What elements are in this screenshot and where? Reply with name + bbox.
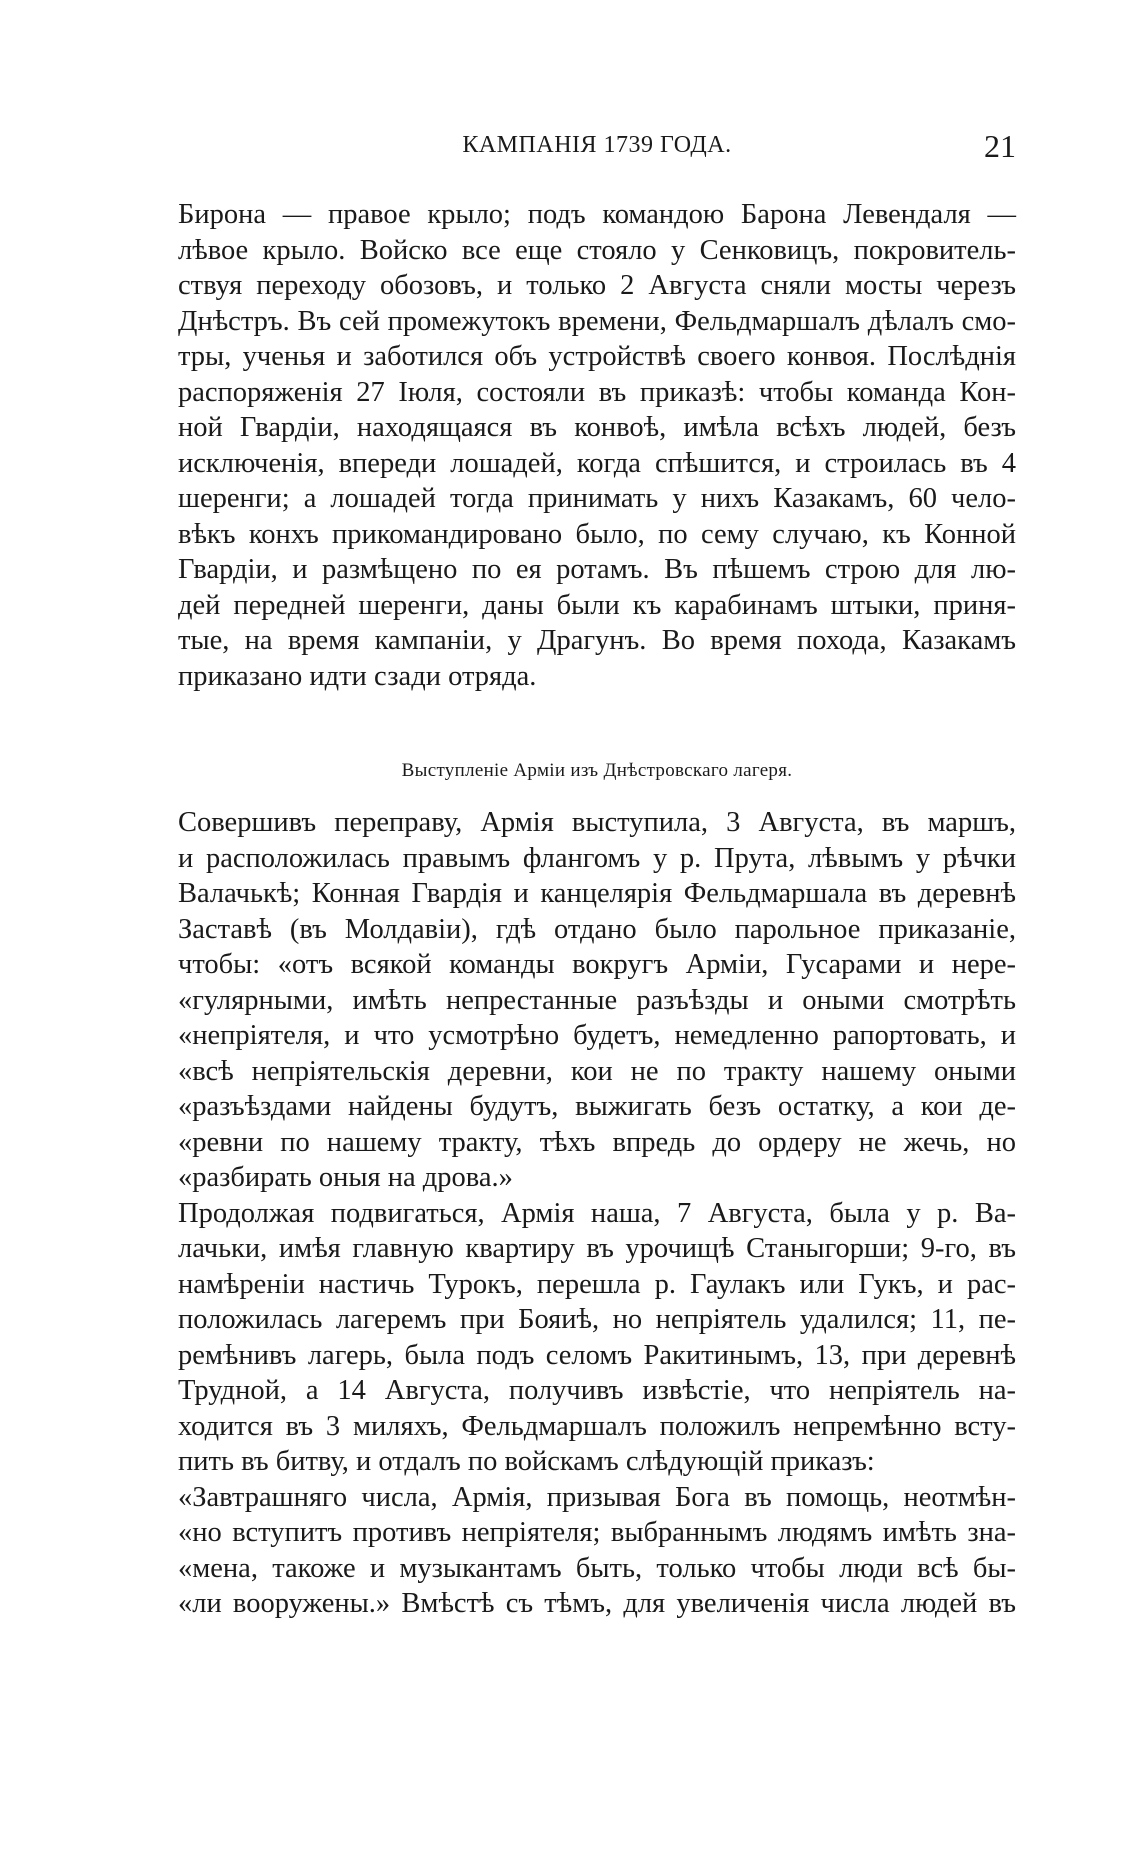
text-line: «ли вооружены.» Вмѣстѣ съ тѣмъ, для увеличенія числа людей въ — [178, 1588, 1016, 1619]
text-line: намѣреніи настичь Турокъ, перешла р. Гаулакъ или Гукъ, и рас- — [178, 1268, 1016, 1300]
text-line: ходится въ 3 миляхъ, Фельдмаршалъ положилъ непремѣнно всту- — [178, 1410, 1016, 1442]
paragraph-2 — [178, 805, 1016, 1622]
text-line: Валачькѣ; Конная Гвардія и канцелярія Фельдмаршала въ деревнѣ — [178, 878, 1016, 909]
text-line: «разъѣздами найдены будутъ, выжигать безъ остатку, а кои де- — [178, 1091, 1016, 1122]
text-line: «Завтрашняго числа, Армія, призывая Бога въ помощь, неотмѣн- — [178, 1481, 1016, 1513]
text-line: Гвардіи, и размѣщено по ея ротамъ. Въ пѣшемъ строю для лю- — [178, 554, 1016, 585]
running-title: КАМПАНІЯ 1739 ГОДА. — [462, 132, 732, 158]
text-line: Заставѣ (въ Молдавіи), гдѣ отдано было парольное приказаніе, — [178, 913, 1016, 945]
text-line: Днѣстръ. Въ сей промежутокъ времени, Фельдмаршалъ дѣлалъ смо- — [178, 305, 1016, 337]
text-line: и расположилась правымъ флангомъ у р. Прута, лѣвымъ у рѣчки — [178, 842, 1016, 874]
text-line: «всѣ непріятельскія деревни, кои не по тракту нашему оными — [178, 1055, 1016, 1087]
text-line: приказано идти сзади отряда. — [178, 660, 537, 692]
text-line: распоряженія 27 Іюля, состояли въ приказѣ: чтобы команда Кон- — [178, 376, 1016, 408]
text-line: «ревни по нашему тракту, тѣхъ впредь до ордеру не жечь, но — [178, 1126, 1016, 1158]
text-line: исключенія, впереди лошадей, когда спѣшится, и строилась въ 4 — [178, 447, 1016, 479]
paragraph-1 — [178, 197, 1016, 694]
section-subheading: Выступленіе Арміи изъ Днѣстровскаго лагеря. — [401, 760, 793, 781]
text-line: Продолжая подвигаться, Армія наша, 7 Августа, была у р. Ва- — [178, 1197, 1016, 1229]
text-line: Совершивъ переправу, Армія выступила, 3 Августа, въ маршъ, — [178, 807, 1016, 838]
text-line: тры, ученья и заботился объ устройствѣ своего конвоя. Послѣднія — [178, 341, 1016, 372]
text-line: лѣвое крыло. Войско все еще стояло у Сенковицъ, покровитель- — [178, 234, 1016, 266]
text-line: положилась лагеремъ при Бояиѣ, но непріятель удалился; 11, пе- — [178, 1304, 1016, 1335]
text-line: Бирона — правое крыло; подъ командою Барона Левендаля — — [178, 199, 1016, 230]
text-line: «мена, такоже и музыкантамъ быть, только чтобы люди всѣ бы- — [178, 1552, 1016, 1584]
text-line: шеренги; а лошадей тогда принимать у нихъ Казакамъ, 60 чело- — [178, 483, 1016, 514]
text-line: ной Гвардіи, находящаяся въ конвоѣ, имѣла всѣхъ людей, безъ — [178, 412, 1016, 443]
text-line: чтобы: «отъ всякой команды вокругъ Арміи, Гусарами и нере- — [178, 949, 1016, 980]
text-line: «гулярными, имѣть непрестанные разъѣзды и оными смотрѣть — [178, 984, 1016, 1016]
text-line: Трудной, а 14 Августа, получивъ извѣстіе, что непріятель на- — [178, 1375, 1016, 1406]
text-line: «но вступитъ противъ непріятеля; выбраннымъ людямъ имѣть зна- — [178, 1517, 1016, 1548]
text-line: дей передней шеренги, даны были къ карабинамъ штыки, приня- — [178, 589, 1016, 621]
text-line: вѣкъ конхъ прикомандировано было, по сему случаю, къ Конной — [178, 518, 1016, 550]
text-line: «непріятеля, и что усмотрѣно будетъ, немедленно рапортовать, и — [178, 1020, 1016, 1051]
text-line: пить въ битву, и отдалъ по войскамъ слѣдующій приказъ: — [178, 1446, 875, 1477]
page-number: 21 — [984, 128, 1016, 164]
text-line: тые, на время кампаніи, у Драгунъ. Во время похода, Казакамъ — [178, 625, 1016, 656]
text-line: ствуя переходу обозовъ, и только 2 Августа сняли мосты черезъ — [178, 270, 1016, 301]
running-head — [178, 128, 1016, 168]
text-line: ремѣнивъ лагерь, была подъ селомъ Ракитинымъ, 13, при деревнѣ — [178, 1339, 1016, 1371]
text-line: «разбирать оныя на дрова.» — [178, 1162, 513, 1193]
text-line: лачьки, имѣя главную квартиру въ урочищѣ Станыгорши; 9-го, въ — [178, 1233, 1016, 1264]
